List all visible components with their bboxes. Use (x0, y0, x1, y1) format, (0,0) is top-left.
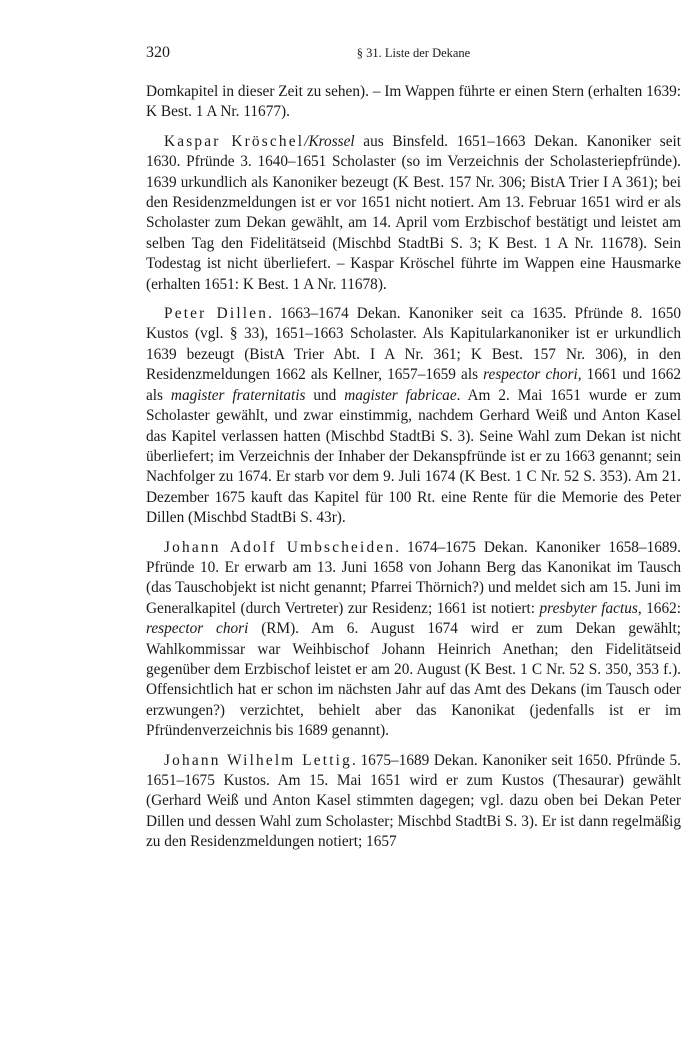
entry-text: . 1663–1674 Dekan. Kanoniker seit ca 1635. Pfründe 8. 1650 Kustos (vgl. § 33), 1651–1663 Scholaster. Als Kapitularkanoniker ist er urkundlich 1639 bezeugt (BistA Trier Abt. I A Nr. 361; K Best. 157 Nr. 306), in den Residenzmeldungen 1662 als Kellner, 1657–1659 als (146, 305, 682, 384)
latin-term: magister fabricae (344, 386, 457, 404)
entry-johann-wilhelm-lettig (146, 751, 681, 853)
page-header (146, 44, 681, 66)
entry-name: Kaspar Kröschel (164, 132, 305, 150)
entry-name: Johann Adolf Umbscheiden (164, 538, 396, 556)
latin-term: respector chori (483, 366, 578, 384)
entry-text: . 1675–1689 Dekan. Kanoniker seit 1650. Pfründe 5. 1651–1675 Kustos. Am 15. Mai 1651 wird er zum Kustos (Thesaurar) gewählt (Gerhard Weiß und Anton Kasel stimmten dagegen; vgl. dazu oben bei Dekan Peter Dillen und dessen Wahl zum Scholaster; Mischbd StadtBi S. 3). Er ist dann regelmäßig zu den Residenzmeldungen notiert; 1657 (146, 751, 681, 851)
entry-kaspar-kroeschel (146, 132, 681, 295)
entry-text: , 1662: (637, 599, 682, 617)
entry-text: aus Binsfeld. 1651–1663 Dekan. Kanoniker seit 1630. Pfründe 3. 1640–1651 Scholaster (so im Verzeichnis der Scholasteriepfründe). 1639 urkundlich als Kanoniker bezeugt (K Best. 157 Nr. 306; BistA Trier I A 361); bei den Residenzmeldungen ist er vor 1651 nicht notiert. Am 13. Februar 1651 wird er als Scholaster zum Dekan gewählt, am 14. April vom Erzbischof bestätigt und leistet am selben Tag den Fidelitätseid (Mischbd StadtBi S. 3; K Best. 1 A Nr. 11678). Sein Todestag ist nicht überliefert. – Kaspar Kröschel führte im Wappen eine Hausmarke (erhalten 1651: K Best. 1 A Nr. 11678). (146, 132, 681, 293)
page-body (146, 82, 681, 853)
entry-text: (RM). Am 6. August 1674 wird er zum Dekan gewählt; Wahlkommissar war Weihbischof Johann Heinrich Anethan; den Fidelitätseid gegenüber dem Erzbischof leistet er am 20. August (K Best. 1 C Nr. 52 S. 350, 353 f.). Offensichtlich hat er schon im nächsten Jahr auf das Amt des Dekans (im Tausch oder erzwungen?) verzichtet, behielt aber das Kanonikat (jedenfalls ist er im Pfründenverzeichnis bis 1689 genannt). (146, 620, 681, 740)
paragraph-continuation (146, 82, 681, 123)
entry-johann-adolf-umbscheiden (146, 538, 681, 742)
latin-term: respector chori (146, 620, 249, 638)
page-number: 320 (146, 44, 170, 61)
entry-text: und (305, 386, 345, 404)
entry-text: , 1661 und 1662 als (146, 366, 682, 404)
entry-name-variant: /Krossel (304, 132, 355, 150)
latin-term: magister fraternitatis (170, 386, 306, 404)
entry-text: . 1674–1675 Dekan. Kanoniker 1658–1689. Pfründe 10. Er erwarb am 13. Juni 1658 von Johann Berg das Kanonikat im Tausch (das Tauschobjekt ist nicht genannt; Pfarrei Thörnich?) und meldet sich am 15. Juni im Generalkapitel (durch Vertreter) zur Residenz; 1661 ist notiert: (146, 538, 681, 617)
entry-name: Peter Dillen (164, 305, 269, 323)
entry-text: . Am 2. Mai 1651 wurde er zum Scholaster gewählt, und zwar einstimmig, nachdem Gerhard Weiß und Anton Kasel das Kapitel verlassen hatten (Mischbd StadtBi S. 3). Seine Wahl zum Dekan ist nicht überliefert; im Verzeichnis der Inhaber der Dekanspfründe ist er zu 1663 genannt; sein Nachfolger zu 1674. Er starb vor dem 9. Juli 1674 (K Best. 1 C Nr. 52 S. 353). Am 21. Dezember 1675 kauft das Kapitel für 100 Rt. eine Rente für die Memorie des Peter Dillen (Mischbd StadtBi S. 43r). (146, 386, 682, 527)
entry-peter-dillen (146, 304, 681, 528)
entry-name: Johann Wilhelm Lettig (164, 751, 352, 769)
latin-term: presbyter factus (539, 599, 638, 617)
running-title: § 31. Liste der Dekane (356, 46, 471, 60)
paragraph-text: Domkapitel in dieser Zeit zu sehen). – Im Wappen führte er einen Stern (erhalten 1639: K Best. 1 A Nr. 11677). (146, 83, 681, 121)
